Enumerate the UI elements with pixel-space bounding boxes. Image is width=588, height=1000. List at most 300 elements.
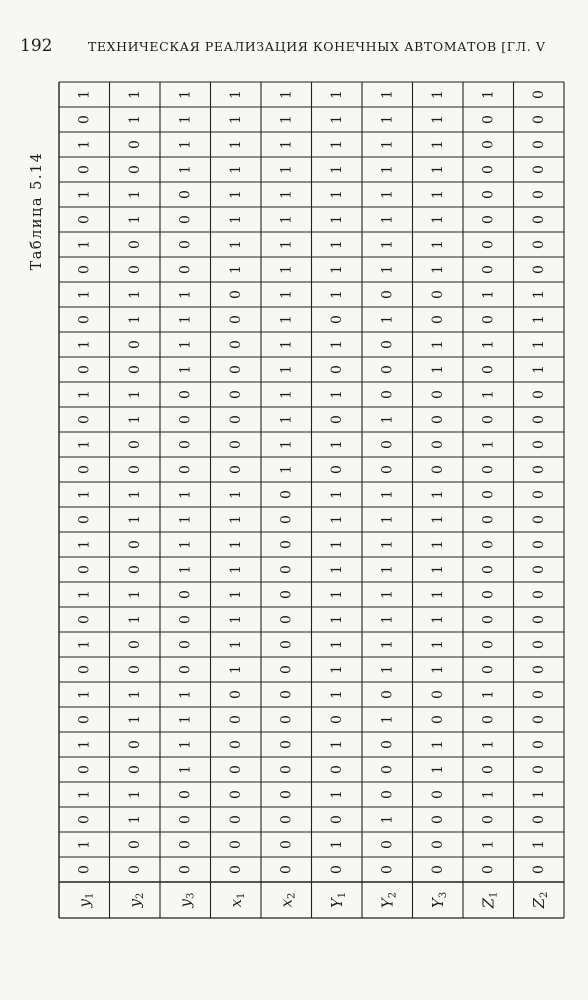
table-cell: 0 — [379, 690, 396, 699]
page-number: 192 — [20, 36, 53, 56]
table-cell: 1 — [530, 290, 547, 299]
table-cell: 1 — [328, 640, 345, 649]
table-cell: 1 — [177, 165, 194, 174]
table-cell: 0 — [429, 865, 446, 874]
table-cell: 1 — [76, 540, 93, 549]
table-cell: 1 — [429, 590, 446, 599]
table-cell: 1 — [379, 240, 396, 249]
table-cell: 1 — [177, 290, 194, 299]
table-cell: 1 — [126, 690, 143, 699]
table-cell: 1 — [278, 340, 295, 349]
table-cell: 1 — [328, 140, 345, 149]
table-cell: 0 — [530, 615, 547, 624]
table-cell: 0 — [227, 815, 244, 824]
table-cell: 0 — [278, 515, 295, 524]
table-cell: 0 — [76, 115, 93, 124]
table-cell: 1 — [177, 115, 194, 124]
table-cell: 1 — [76, 390, 93, 399]
table-cell: 0 — [76, 515, 93, 524]
table-cell: 1 — [530, 840, 547, 849]
table-cell: 1 — [480, 790, 497, 799]
table-cell: 1 — [328, 215, 345, 224]
table-cell: 0 — [126, 240, 143, 249]
table-cell: 0 — [530, 90, 547, 99]
variable-label: $y_2$ — [125, 892, 146, 908]
table-cell: 0 — [328, 715, 345, 724]
table-cell: 0 — [480, 190, 497, 199]
table-cell: 0 — [530, 640, 547, 649]
table-cell: 1 — [328, 615, 345, 624]
table-cell: 1 — [429, 340, 446, 349]
table-cell: 0 — [177, 840, 194, 849]
table-cell: 1 — [278, 140, 295, 149]
table-cell: 1 — [227, 115, 244, 124]
variable-label: $Y_3$ — [428, 891, 449, 909]
table-cell: 0 — [76, 215, 93, 224]
table-cell: 0 — [177, 590, 194, 599]
table-cell: 0 — [76, 815, 93, 824]
table-cell: 0 — [177, 390, 194, 399]
table-cell: 0 — [530, 665, 547, 674]
table-cell: 1 — [429, 265, 446, 274]
table-cell: 1 — [278, 190, 295, 199]
table-cell: 0 — [76, 715, 93, 724]
table-cell: 1 — [328, 440, 345, 449]
table-cell: 0 — [379, 790, 396, 799]
table-cell: 0 — [328, 815, 345, 824]
table-cell: 1 — [227, 640, 244, 649]
table-cell: 1 — [76, 490, 93, 499]
table-cell: 0 — [177, 615, 194, 624]
table-cell: 0 — [278, 590, 295, 599]
table-cell: 1 — [76, 740, 93, 749]
table-cell: 0 — [530, 465, 547, 474]
table-cell: 0 — [177, 665, 194, 674]
table-cell: 0 — [429, 415, 446, 424]
table-cell: 1 — [177, 565, 194, 574]
table-cell: 0 — [177, 265, 194, 274]
table-cell: 1 — [76, 840, 93, 849]
table-cell: 1 — [480, 340, 497, 349]
table-cell: 1 — [227, 265, 244, 274]
table-cell: 1 — [379, 140, 396, 149]
table-cell: 0 — [530, 140, 547, 149]
table-cell: 1 — [126, 615, 143, 624]
table-cell: 0 — [480, 215, 497, 224]
variable-label: $x_1$ — [226, 892, 247, 908]
table-cell: 0 — [177, 215, 194, 224]
table-cell: 1 — [126, 815, 143, 824]
table-cell: 1 — [530, 315, 547, 324]
table-cell: 1 — [227, 140, 244, 149]
table-cell: 1 — [126, 215, 143, 224]
table-cell: 1 — [227, 215, 244, 224]
table-cell: 1 — [429, 640, 446, 649]
table-cell: 0 — [530, 390, 547, 399]
table-cell: 1 — [227, 90, 244, 99]
table-cell: 1 — [328, 790, 345, 799]
table-cell: 1 — [76, 340, 93, 349]
table-cell: 0 — [328, 415, 345, 424]
table-cell: 1 — [429, 540, 446, 549]
table-cell: 0 — [429, 690, 446, 699]
variable-label: $Z_2$ — [529, 891, 550, 909]
table-cell: 0 — [530, 565, 547, 574]
table-cell: 1 — [227, 540, 244, 549]
table-cell: 0 — [278, 715, 295, 724]
table-cell: 1 — [126, 715, 143, 724]
table-cell: 0 — [126, 740, 143, 749]
table-cell: 0 — [480, 665, 497, 674]
table-cell: 1 — [480, 90, 497, 99]
table-cell: 1 — [278, 315, 295, 324]
table-cell: 1 — [278, 165, 295, 174]
table-cell: 1 — [429, 565, 446, 574]
table-cell: 0 — [328, 465, 345, 474]
table-cell: 0 — [177, 440, 194, 449]
table-cell: 0 — [126, 865, 143, 874]
table-cell: 1 — [126, 590, 143, 599]
table-cell: 0 — [530, 715, 547, 724]
table-cell: 1 — [379, 515, 396, 524]
table-cell: 1 — [76, 140, 93, 149]
table-cell: 1 — [227, 490, 244, 499]
table-cell: 1 — [278, 440, 295, 449]
table-cell: 0 — [126, 340, 143, 349]
table-cell: 0 — [530, 165, 547, 174]
table-cell: 0 — [126, 540, 143, 549]
table-cell: 0 — [530, 265, 547, 274]
table-cell: 0 — [480, 465, 497, 474]
table-cell: 1 — [429, 165, 446, 174]
table-cell: 0 — [278, 615, 295, 624]
table-cell: 1 — [328, 565, 345, 574]
table-cell: 1 — [379, 540, 396, 549]
table-cell: 1 — [328, 665, 345, 674]
table-cell: 1 — [379, 715, 396, 724]
table-cell: 0 — [177, 640, 194, 649]
table-cell: 1 — [278, 290, 295, 299]
table-cell: 1 — [278, 215, 295, 224]
table-cell: 1 — [429, 240, 446, 249]
table-cell: 0 — [126, 365, 143, 374]
table-cell: 0 — [126, 665, 143, 674]
table-cell: 0 — [429, 815, 446, 824]
table-cell: 1 — [177, 740, 194, 749]
table-cell: 0 — [227, 465, 244, 474]
table-cell: 1 — [278, 265, 295, 274]
table-cell: 0 — [328, 765, 345, 774]
table-cell: 0 — [126, 265, 143, 274]
table-cell: 1 — [429, 115, 446, 124]
table-cell: 0 — [278, 665, 295, 674]
table-cell: 0 — [278, 790, 295, 799]
table-cell: 1 — [429, 490, 446, 499]
table-cell: 1 — [177, 515, 194, 524]
table-cell: 1 — [328, 290, 345, 299]
table-cell: 1 — [379, 615, 396, 624]
table-cell: 1 — [227, 590, 244, 599]
table-cell: 1 — [227, 190, 244, 199]
table-cell: 0 — [379, 765, 396, 774]
table-cell: 1 — [429, 140, 446, 149]
table-cell: 1 — [76, 640, 93, 649]
table-cell: 0 — [530, 240, 547, 249]
table-cell: 0 — [126, 765, 143, 774]
table-cell: 1 — [126, 790, 143, 799]
table-cell: 1 — [328, 390, 345, 399]
table-cell: 0 — [480, 640, 497, 649]
table-cell: 0 — [480, 415, 497, 424]
table-cell: 0 — [227, 415, 244, 424]
table-cell: 1 — [480, 740, 497, 749]
table-cell: 0 — [227, 740, 244, 749]
table-cell: 1 — [429, 765, 446, 774]
table-cell: 1 — [227, 515, 244, 524]
table-cell: 1 — [76, 190, 93, 199]
table-cell: 0 — [177, 190, 194, 199]
table-cell: 1 — [278, 240, 295, 249]
table-cell: 0 — [429, 440, 446, 449]
variable-label: $Z_1$ — [479, 891, 500, 909]
table-cell: 0 — [328, 865, 345, 874]
table-cell: 0 — [379, 840, 396, 849]
table-cell: 0 — [126, 565, 143, 574]
table-cell: 0 — [480, 715, 497, 724]
table-cell: 0 — [76, 565, 93, 574]
table-cell: 1 — [429, 515, 446, 524]
table-cell: 0 — [177, 865, 194, 874]
table-cell: 0 — [76, 265, 93, 274]
table-cell: 0 — [480, 365, 497, 374]
table-cell: 0 — [76, 765, 93, 774]
table-cell: 1 — [480, 840, 497, 849]
table-cell: 1 — [429, 615, 446, 624]
table-cell: 1 — [480, 290, 497, 299]
table-cell: 0 — [177, 465, 194, 474]
table-cell: 1 — [379, 815, 396, 824]
table-cell: 0 — [126, 140, 143, 149]
table-cell: 0 — [530, 590, 547, 599]
table-cell: 1 — [76, 240, 93, 249]
table-cell: 1 — [328, 165, 345, 174]
table-cell: 0 — [530, 865, 547, 874]
table-cell: 1 — [328, 540, 345, 549]
table-cell: 0 — [227, 690, 244, 699]
table-cell: 0 — [328, 365, 345, 374]
table-cell: 0 — [530, 690, 547, 699]
table-cell: 1 — [177, 340, 194, 349]
table-cell: 1 — [76, 90, 93, 99]
table-cell: 0 — [480, 165, 497, 174]
table-cell: 1 — [278, 115, 295, 124]
table-cell: 0 — [278, 840, 295, 849]
table-cell: 1 — [379, 90, 396, 99]
table-cell: 1 — [328, 265, 345, 274]
table-cell: 1 — [429, 215, 446, 224]
table-cell: 0 — [480, 565, 497, 574]
table-cell: 1 — [480, 690, 497, 699]
table-cell: 1 — [76, 790, 93, 799]
table-cell: 0 — [379, 390, 396, 399]
table-cell: 1 — [227, 240, 244, 249]
table-cell: 1 — [278, 415, 295, 424]
table-cell: 0 — [480, 265, 497, 274]
table-cell: 1 — [126, 390, 143, 399]
table-cell: 0 — [530, 215, 547, 224]
table-cell: 0 — [76, 865, 93, 874]
table-cell: 0 — [227, 340, 244, 349]
table-cell: 0 — [278, 565, 295, 574]
table-cell: 0 — [177, 415, 194, 424]
table-cell: 0 — [480, 865, 497, 874]
table-cell: 0 — [278, 765, 295, 774]
table-cell: 1 — [328, 240, 345, 249]
table-cell: 1 — [379, 665, 396, 674]
table-cell: 1 — [328, 340, 345, 349]
table-cell: 0 — [76, 465, 93, 474]
table-cell: 1 — [328, 190, 345, 199]
running-head: ТЕХНИЧЕСКАЯ РЕАЛИЗАЦИЯ КОНЕЧНЫХ АВТОМАТОВ [ГЛ. V — [88, 39, 546, 54]
table-cell: 0 — [227, 365, 244, 374]
table-cell: 0 — [278, 815, 295, 824]
variable-label: $x_2$ — [277, 892, 298, 908]
table-cell: 1 — [480, 390, 497, 399]
table-cell: 1 — [328, 840, 345, 849]
table-cell: 0 — [429, 290, 446, 299]
table-cell: 1 — [530, 340, 547, 349]
table-cell: 1 — [379, 565, 396, 574]
table-cell: 0 — [530, 515, 547, 524]
table-cell: 1 — [227, 565, 244, 574]
table-cell: 0 — [379, 865, 396, 874]
variable-label: $y_3$ — [176, 892, 197, 908]
table-cell: 0 — [429, 715, 446, 724]
table-cell: 1 — [328, 515, 345, 524]
table-cell: 0 — [480, 490, 497, 499]
table-cell: 1 — [379, 640, 396, 649]
table-cell: 0 — [480, 140, 497, 149]
table-cell: 0 — [429, 465, 446, 474]
table-cell: 1 — [328, 490, 345, 499]
table-cell: 0 — [227, 765, 244, 774]
table-cell: 0 — [379, 740, 396, 749]
table-cell: 0 — [530, 415, 547, 424]
table-cell: 0 — [480, 765, 497, 774]
table-cell: 0 — [177, 815, 194, 824]
table-cell: 0 — [480, 515, 497, 524]
table-cell: 1 — [328, 740, 345, 749]
table-cell: 0 — [126, 465, 143, 474]
table-cell: 1 — [530, 365, 547, 374]
table-cell: 1 — [328, 590, 345, 599]
table-cell: 0 — [278, 865, 295, 874]
table-cell: 0 — [530, 815, 547, 824]
table-cell: 0 — [76, 315, 93, 324]
table-cell: 0 — [530, 440, 547, 449]
table-cell: 1 — [328, 115, 345, 124]
table-cell: 0 — [379, 340, 396, 349]
table-cell: 1 — [126, 290, 143, 299]
table-cell: 0 — [480, 240, 497, 249]
table-cell: 0 — [177, 790, 194, 799]
table-cell: 1 — [379, 115, 396, 124]
table-cell: 0 — [227, 715, 244, 724]
table-cell: 1 — [278, 90, 295, 99]
table-cell: 0 — [480, 115, 497, 124]
table-cell: 0 — [126, 640, 143, 649]
table-cell: 0 — [379, 365, 396, 374]
table-cell: 0 — [429, 790, 446, 799]
table-cell: 0 — [227, 290, 244, 299]
table-cell: 0 — [177, 240, 194, 249]
table-cell: 0 — [278, 740, 295, 749]
table-cell: 1 — [429, 90, 446, 99]
table-cell: 1 — [227, 615, 244, 624]
table-cell: 0 — [480, 815, 497, 824]
table-cell: 0 — [480, 615, 497, 624]
table-cell: 1 — [177, 140, 194, 149]
table-cell: 0 — [227, 440, 244, 449]
table-cell: 0 — [126, 840, 143, 849]
table-cell: 1 — [126, 190, 143, 199]
table-cell: 0 — [126, 165, 143, 174]
table-cell: 1 — [76, 440, 93, 449]
table-cell: 1 — [278, 365, 295, 374]
table-cell: 1 — [328, 690, 345, 699]
variable-label: $Y_1$ — [327, 891, 348, 909]
table-cell: 1 — [379, 190, 396, 199]
table-cell: 0 — [530, 740, 547, 749]
table-cell: 0 — [278, 540, 295, 549]
table-cell: 0 — [530, 115, 547, 124]
table-cell: 0 — [429, 840, 446, 849]
table-cell: 1 — [429, 665, 446, 674]
table-cell: 1 — [177, 690, 194, 699]
table-cell: 0 — [76, 615, 93, 624]
table-cell: 0 — [76, 165, 93, 174]
table-cell: 1 — [379, 165, 396, 174]
table-cell: 0 — [227, 390, 244, 399]
table-cell: 0 — [379, 465, 396, 474]
table-cell: 1 — [126, 490, 143, 499]
table-cell: 0 — [227, 790, 244, 799]
table-cell: 0 — [278, 490, 295, 499]
table-cell: 0 — [429, 315, 446, 324]
table-cell: 1 — [177, 765, 194, 774]
table-cell: 0 — [76, 365, 93, 374]
table-cell: 1 — [76, 290, 93, 299]
table-cell: 0 — [227, 840, 244, 849]
table-cell: 1 — [126, 115, 143, 124]
table-cell: 0 — [328, 315, 345, 324]
table-cell: 1 — [177, 90, 194, 99]
table-cell: 0 — [379, 290, 396, 299]
table-cell: 0 — [530, 540, 547, 549]
table-cell: 1 — [126, 515, 143, 524]
table-cell: 1 — [328, 90, 345, 99]
table-cell: 1 — [530, 790, 547, 799]
table-cell: 0 — [126, 440, 143, 449]
table-cell: 0 — [278, 690, 295, 699]
table-cell: 0 — [480, 315, 497, 324]
table-cell: 1 — [379, 590, 396, 599]
table-cell: 1 — [126, 415, 143, 424]
table-cell: 1 — [480, 440, 497, 449]
table-cell: 1 — [177, 365, 194, 374]
table-cell: 0 — [480, 540, 497, 549]
table-cell: 0 — [379, 440, 396, 449]
